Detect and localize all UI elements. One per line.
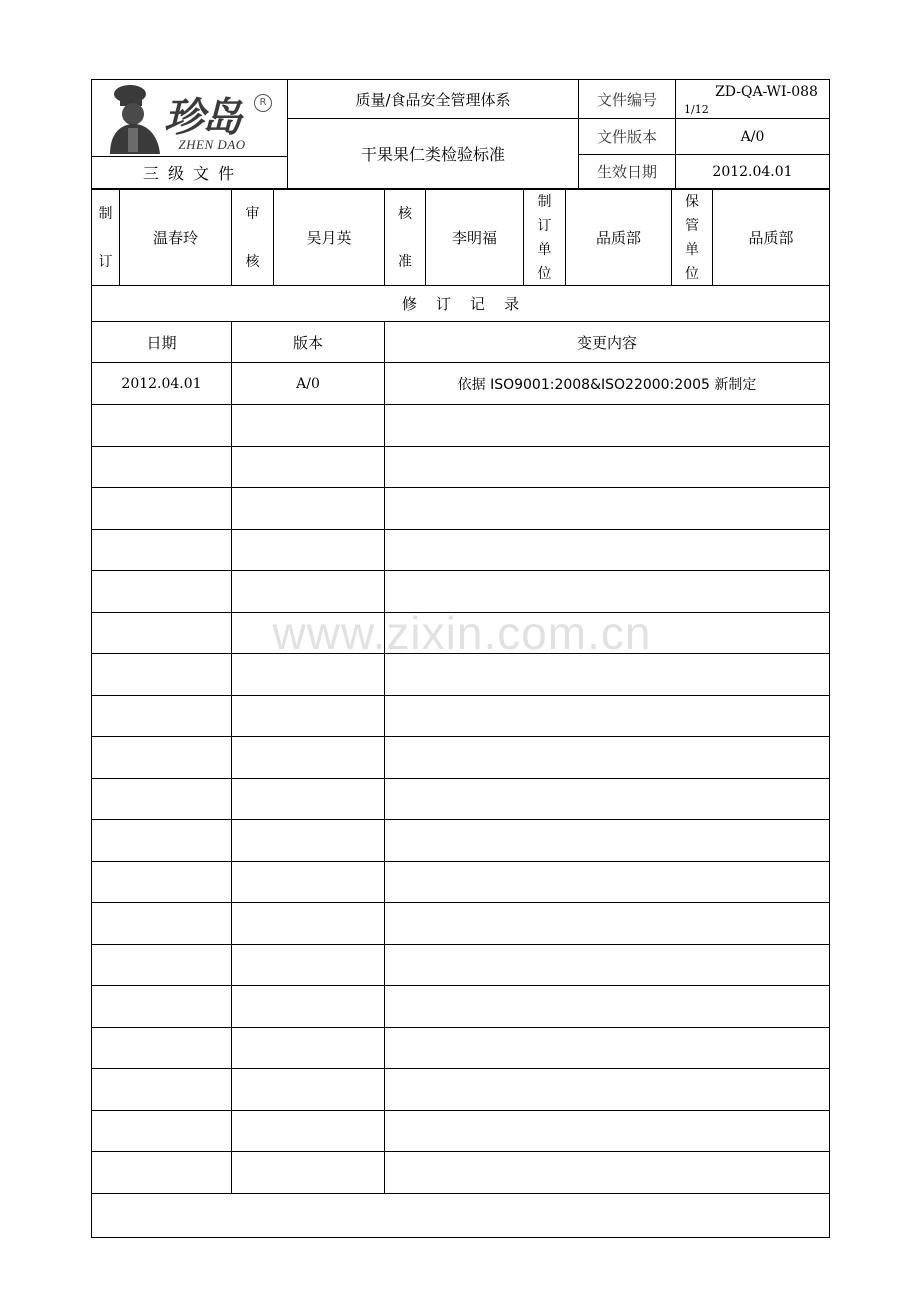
empty-row-line [91, 736, 830, 737]
column-header-change: 变更内容 [576, 333, 637, 352]
empty-row-line [91, 944, 830, 945]
doc-version-label: 文件版本 [596, 128, 657, 146]
doc-level-label: 三 级 文 件 [142, 164, 237, 183]
label-char: 制 [98, 205, 113, 222]
empty-row-line [91, 529, 830, 530]
label-char: 准 [398, 253, 412, 270]
system-title: 质量/食品安全管理体系 [355, 90, 511, 109]
label-char: 位 [537, 265, 552, 282]
label-char: 订 [98, 253, 113, 270]
doc-number-value: ZD-QA-WI-088 [715, 84, 818, 100]
effective-date-value: 2012.04.01 [712, 163, 793, 180]
page-indicator: 1/12 [684, 103, 709, 116]
empty-row-line [91, 446, 830, 447]
empty-row-line [91, 612, 830, 613]
column-header-date: 日期 [146, 333, 177, 352]
revision-date: 2012.04.01 [121, 375, 202, 392]
revision-section-title: 修 订 记 录 [401, 295, 520, 313]
empty-row-line [91, 902, 830, 903]
approved-label [385, 190, 425, 285]
empty-row-line [91, 778, 830, 779]
label-char: 订 [537, 217, 552, 234]
label-char: 管 [685, 217, 699, 234]
chef-icon [100, 82, 170, 154]
empty-row-line [91, 1027, 830, 1028]
custody-unit-label [672, 190, 712, 285]
label-char: 核 [245, 253, 260, 270]
empty-row-line [91, 1110, 830, 1111]
label-char: 单 [537, 241, 552, 258]
effective-date-label: 生效日期 [596, 163, 657, 181]
logo-brand-text: 珍岛 [164, 94, 240, 141]
empty-row-line [91, 1193, 830, 1194]
column-header-version: 版本 [292, 333, 323, 352]
logo-latin-text: ZHEN DAO [178, 137, 246, 152]
label-char: 核 [398, 205, 412, 222]
watermark-text: www.zixin.com.cn [272, 607, 652, 659]
empty-row-line [91, 570, 830, 571]
label-char: 单 [685, 241, 699, 258]
issuing-unit: 品质部 [595, 229, 641, 247]
prepared-by: 温春玲 [152, 229, 198, 247]
label-char: 审 [245, 205, 260, 222]
empty-row-line [91, 861, 830, 862]
issuing-unit-label [524, 190, 565, 285]
empty-row-line [91, 1068, 830, 1069]
empty-row-line [91, 695, 830, 696]
empty-row-line [91, 819, 830, 820]
empty-row-line [91, 1151, 830, 1152]
empty-row-line [91, 487, 830, 488]
label-char: 制 [537, 193, 552, 210]
empty-row-line [91, 985, 830, 986]
revision-version: A/0 [296, 375, 320, 392]
revision-content: 依据 ISO9001:2008&ISO22000:2005 新制定 [457, 376, 757, 393]
prepared-label [92, 190, 119, 285]
custody-unit: 品质部 [748, 229, 794, 247]
reviewed-label [232, 190, 273, 285]
label-char: 位 [685, 265, 699, 282]
document-title: 干果果仁类检验标准 [360, 145, 505, 164]
reviewed-by: 吴月英 [306, 229, 352, 247]
doc-number-label: 文件编号 [596, 90, 657, 109]
logo-registered-mark: R [254, 94, 272, 112]
approved-by: 李明福 [451, 229, 497, 247]
label-char: 保 [685, 193, 699, 210]
doc-version-value: A/0 [740, 128, 765, 145]
company-logo [96, 82, 284, 154]
empty-row-line [91, 653, 830, 654]
